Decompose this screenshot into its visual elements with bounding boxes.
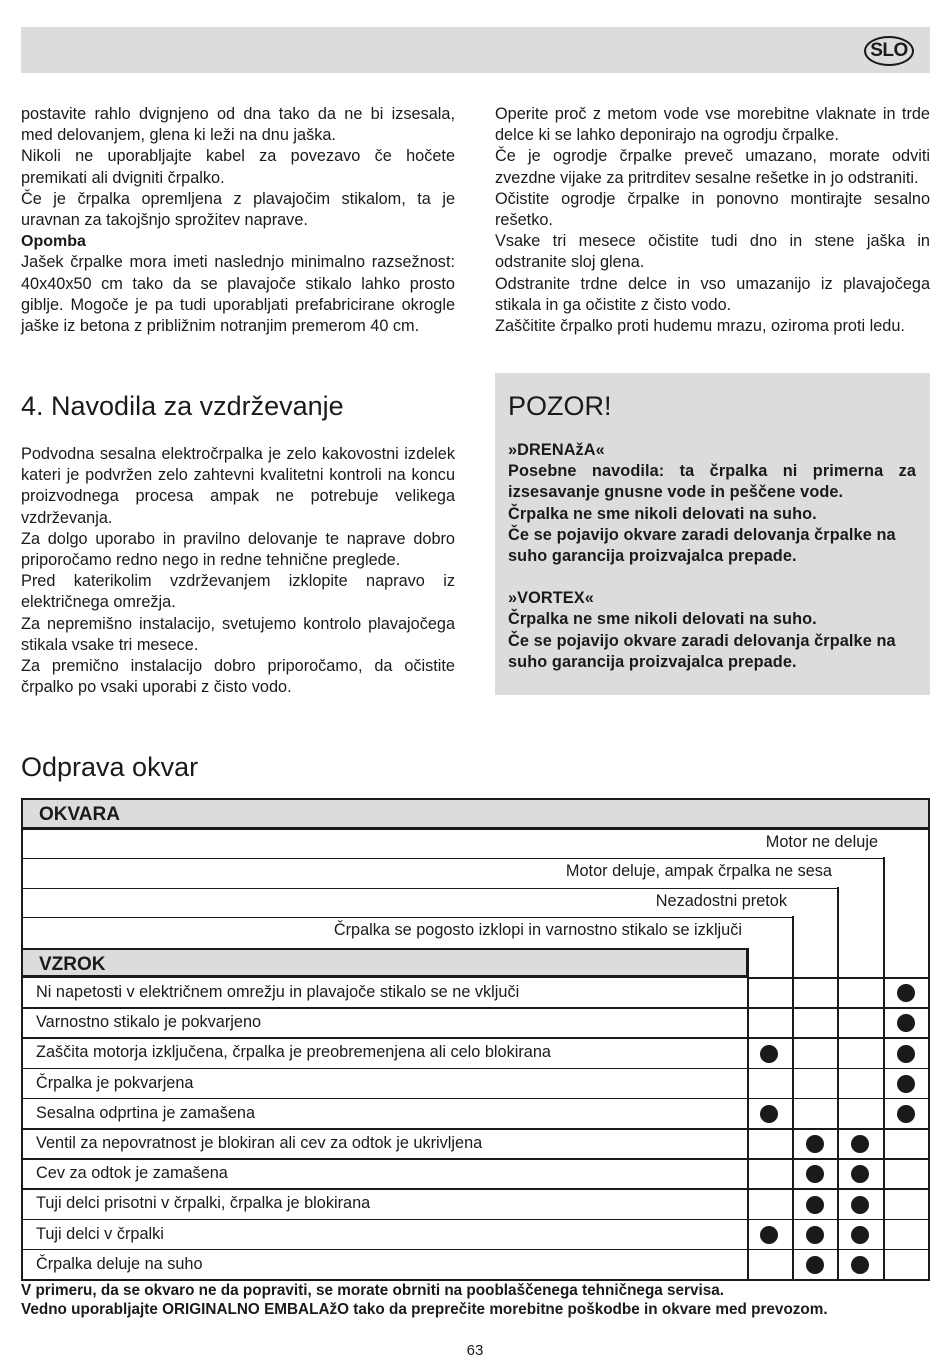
cause-label: Cev za odtok je zamašena [36, 1164, 228, 1183]
language-badge: SLO [864, 36, 914, 66]
page-number: 63 [466, 1342, 484, 1359]
cause-mark-dot [806, 1226, 824, 1244]
cause-mark-dot [806, 1256, 824, 1274]
cause-mark-dot [851, 1196, 869, 1214]
paragraph: Če je črpalka opremljena z plavajočim stikalom, ta je uravnan za takojšnjo sprožitev naprave. [21, 189, 455, 230]
cause-mark-dot [851, 1135, 869, 1153]
paragraph: Odstranite trdne delce in vso umazanijo iz plavajočega stikala in ga očistite z čisto vodo. [495, 274, 930, 314]
left-top-text [21, 104, 455, 337]
cause-label: Črpalka deluje na suho [36, 1254, 203, 1273]
paragraph: Pred katerikolim vzdrževanjem izklopite napravo iz električnega omrežja. [21, 572, 455, 612]
cause-mark-dot [851, 1165, 869, 1183]
warning-line: Črpalka ne sme nikoli delovati na suho. [508, 504, 817, 523]
vortex-label: »VORTEX« [508, 589, 594, 608]
row-divider [21, 1279, 930, 1281]
footer-line: V primeru, da se okvaro ne da popraviti, se morate obrniti na pooblaščenega tehničnega servisa. [21, 1282, 725, 1299]
cause-mark-dot [851, 1256, 869, 1274]
cause-header: VZROK [21, 948, 748, 978]
cause-mark-dot [760, 1105, 778, 1123]
cause-label: Ni napetosti v električnem omrežju in plavajoče stikalo se ne vključi [36, 983, 520, 1001]
cause-mark-dot [851, 1226, 869, 1244]
footer-line: Vedno uporabljajte ORIGINALNO EMBALAžO tako da preprečite morebitne poškodbe in okvare med prevozom. [21, 1300, 828, 1318]
fault-label: Nezadostni pretok [21, 889, 793, 918]
fault-label: Črpalka se pogosto izklopi in varnostno stikalo se izključi [333, 921, 742, 939]
warning-line: Če se pojavijo okvare zaradi delovanja črpalke na suho garancija proizvajalca prepade. [508, 525, 896, 566]
paragraph: Za dolgo uporabo in pravilno delovanje te naprave dobro priporočamo redno nego in redne tehnične preglede. [21, 529, 455, 570]
cause-label: Varnostno stikalo je pokvarjeno [36, 1013, 262, 1032]
fault-header: OKVARA [21, 798, 930, 830]
warning-line: Črpalka ne sme nikoli delovati na suho. [508, 610, 817, 629]
maintenance-heading: 4. Navodila za vzdrževanje [21, 391, 344, 421]
cause-mark-dot [760, 1045, 778, 1063]
cause-mark-dot [806, 1135, 824, 1153]
cause-mark-dot [897, 1045, 915, 1063]
paragraph: Za nepremišno instalacijo, svetujemo kontrolo plavajočega stikala vsake tri mesece. [21, 614, 455, 654]
note-title: Opomba [21, 233, 86, 251]
footer-note [21, 1282, 828, 1319]
cause-label: Zaščita motorja izključena, črpalka je preobremenjena ali celo blokirana [36, 1043, 551, 1062]
paragraph: Podvodna sesalna elektročrpalka je zelo kakovostni izdelek kateri je podvržen zelo zahtevni kvalitetni kontroli na koncu proizvodnega procesa ampak ne potrebuje velikega vzdrževanja. [21, 445, 455, 527]
cause-mark-dot [897, 984, 915, 1002]
drenaza-label: »DRENAžA« [508, 441, 605, 459]
troubleshooting-table [21, 798, 930, 1283]
troubleshooting-heading: Odprava okvar [21, 752, 199, 782]
note-text: Jašek črpalke mora imeti naslednjo minimalno razsežnost: 40x40x50 cm tako da se plavajoče stikalo lahko prosto giblje. Mogoče je pa tudi uporabljati prefabricirane okrogle jaške iz betona z približnim notranjim premerom 40 cm. [21, 253, 455, 336]
cause-label: Ventil za nepovratnost je blokiran ali cev za odtok je ukrivljena [36, 1134, 483, 1152]
right-top-text [495, 104, 930, 337]
paragraph: Vsake tri mesece očistite tudi dno in stene jaška in odstranite sloj glena. [495, 232, 930, 272]
cause-label: Tuji delci prisotni v črpalki, črpalka je blokirana [36, 1194, 371, 1213]
maintenance-text [21, 444, 455, 698]
paragraph: Za premično instalacijo dobro priporočamo, da očistite črpalko po vsaki uporabi z čisto vodo. [21, 657, 455, 697]
warning-line: Če se pojavijo okvare zaradi delovanja črpalke na suho garancija proizvajalca prepade. [508, 631, 896, 671]
fault-label: Motor ne deluje [21, 830, 884, 859]
header-bar [21, 27, 930, 73]
cause-mark-dot [806, 1196, 824, 1214]
cause-mark-dot [760, 1226, 778, 1244]
cause-mark-dot [897, 1105, 915, 1123]
grid-divider [747, 977, 930, 979]
cause-label: Sesalna odprtina je zamašena [36, 1103, 256, 1122]
warning-box [495, 373, 930, 695]
fault-label: Motor deluje, ampak črpalka ne sesa [21, 859, 838, 889]
cause-mark-dot [806, 1165, 824, 1183]
cause-mark-dot [897, 1075, 915, 1093]
warning-title: POZOR! [508, 391, 612, 421]
cause-label: Črpalka je pokvarjena [36, 1073, 194, 1092]
cause-mark-dot [897, 1014, 915, 1032]
paragraph: Očistite ogrodje črpalke in ponovno montirajte sesalno rešetko. [495, 189, 930, 230]
cause-label: Tuji delci v črpalki [36, 1224, 164, 1243]
paragraph: Zaščitite črpalko proti hudemu mrazu, oziroma proti ledu. [495, 317, 905, 336]
warning-line: Posebne navodila: ta črpalka ni primerna za izsesavanje gnusne vode in peščene vode. [508, 462, 916, 502]
paragraph: Če je ogrodje črpalke preveč umazano, morate odviti zvezdne vijake za pritrditev sesalne rešetke in jo odstraniti. [495, 147, 930, 187]
paragraph: postavite rahlo dvignjeno od dna tako da ne bi izsesala, med delovanjem, glena ki leži na dnu jaška. [21, 105, 455, 145]
paragraph: Operite proč z metom vode vse morebitne vlaknate in trde delce ki se lahko deponirajo na ogrodju črpalke. [495, 105, 930, 145]
paragraph: Nikoli ne uporabljajte kabel za povezavo če hočete premikati ali dvigniti črpalko. [21, 147, 455, 187]
